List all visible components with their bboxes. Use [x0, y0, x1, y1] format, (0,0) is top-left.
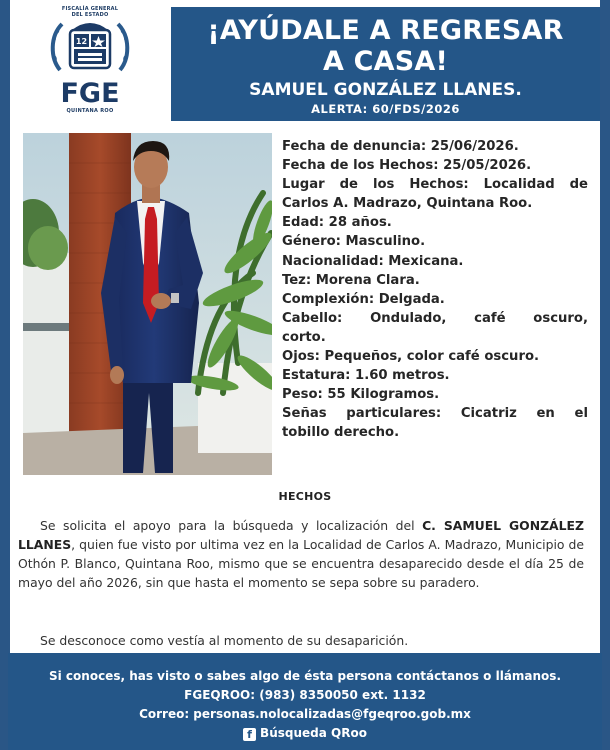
frame-right — [600, 0, 610, 750]
person-photo-illustration — [23, 133, 272, 475]
contact-email: Correo: personas.nolocalizadas@fgeqroo.gob.mx — [139, 707, 471, 721]
contact-footer — [8, 653, 602, 750]
fge-logo — [36, 6, 144, 118]
edad: Edad: 28 años. — [282, 215, 392, 231]
person-photo — [23, 133, 272, 475]
coat-of-arms-icon — [48, 18, 132, 76]
complexion: Complexión: Delgada. — [282, 291, 445, 307]
clothing-note: Se desconoce como vestía al momento de su desaparición. — [40, 633, 409, 648]
title-line2: A CASA! — [322, 46, 449, 77]
senas-line2: tobillo derecho. — [282, 425, 400, 441]
frame-left — [0, 0, 10, 750]
fecha-denuncia: Fecha de denuncia: 25/06/2026. — [282, 139, 519, 154]
facebook-icon: f — [243, 728, 256, 741]
facebook-page — [8, 724, 602, 743]
logo-acronym: FGE — [60, 78, 120, 109]
contact-phone: FGEQROO: (983) 8350050 ext. 1132 — [184, 688, 426, 702]
title-line1: ¡AYÚDALE A REGRESAR — [207, 15, 564, 46]
hechos-person-name: C. SAMUEL GONZÁLEZ LLANES — [18, 518, 584, 552]
tez: Tez: Morena Clara. — [282, 272, 420, 288]
estatura: Estatura: 1.60 metros. — [282, 368, 450, 384]
ojos: Ojos: Pequeños, color café oscuro. — [282, 349, 540, 365]
person-details — [282, 137, 588, 443]
alert-number: ALERTA: 60/FDS/2026 — [311, 102, 460, 116]
contact-line1: Si conoces, has visto o sabes algo de ésta persona contáctanos o llámanos. — [48, 669, 561, 683]
logo-bottom: QUINTANA ROO — [66, 108, 114, 114]
nacionalidad: Nacionalidad: Mexicana. — [282, 253, 464, 269]
peso: Peso: 55 Kilogramos. — [282, 387, 440, 403]
header-banner — [171, 7, 600, 121]
logo-top-line2: DEL ESTADO — [71, 12, 109, 18]
facebook-label: Búsqueda QRoo — [260, 726, 367, 740]
genero: Género: Masculino. — [282, 234, 426, 250]
lugar-line2: Carlos A. Madrazo, Quintana Roo. — [282, 196, 533, 212]
logo-top-line1: FISCALÍA GENERAL — [61, 6, 119, 12]
lugar-line1: Lugar de los Hechos: Localidad de — [282, 177, 588, 193]
hechos-text-part2: , quien fue visto por ultima vez en la Localidad de Carlos A. Madrazo, Municipio de Othón P. Blanco, Quintana Roo, mismo que se encuentra desaparecido desde el día 25 de mayo del año 2026, sin que hasta el momento se sepa sobre su paradero. — [18, 537, 584, 590]
cabello-line1: Cabello: Ondulado, café oscuro, — [282, 310, 588, 326]
fecha-hechos: Fecha de los Hechos: 25/05/2026. — [282, 158, 532, 174]
person-name: SAMUEL GONZÁLEZ LLANES. — [249, 80, 522, 100]
senas-line1: Señas particulares: Cicatriz en el — [282, 406, 588, 422]
hechos-title: HECHOS — [278, 490, 332, 503]
svg-text:12: 12 — [75, 37, 88, 46]
cabello-line2: corto. — [282, 329, 326, 345]
hechos-paragraph — [18, 516, 584, 592]
hechos-text-part1: Se solicita el apoyo para la búsqueda y localización del — [40, 518, 423, 533]
